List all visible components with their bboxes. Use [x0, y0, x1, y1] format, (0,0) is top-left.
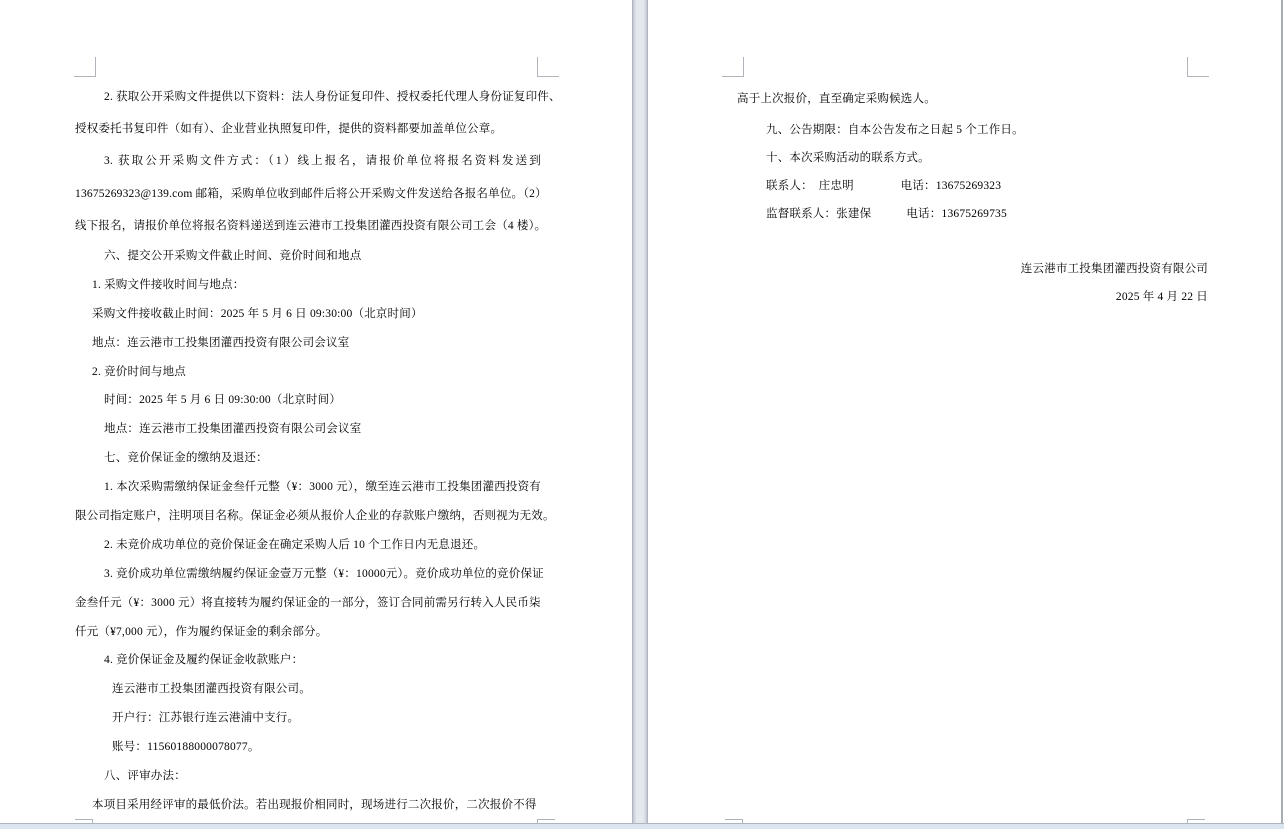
- text-line: 高于上次报价，直至确定采购候选人。: [737, 93, 936, 105]
- text-line: 3. 竞价成功单位需缴纳履约保证金壹万元整（¥：10000元）。竞价成功单位的竞价保证: [104, 567, 544, 580]
- page-gap: [632, 0, 648, 829]
- page-edge-line: [1281, 0, 1283, 829]
- text-line: 连云港市工投集团灌西投资有限公司。: [112, 683, 311, 696]
- text-line: 仟元（¥7,000 元），作为履约保证金的剩余部分。: [75, 625, 328, 638]
- text-line: 六、提交公开采购文件截止时间、竞价时间和地点: [104, 249, 362, 262]
- text-line: 联系人： 庄忠明 电话：13675269323: [766, 180, 1002, 192]
- text-line: 账号：11560188000078077。: [112, 741, 260, 754]
- text-line: 连云港市工投集团灌西投资有限公司: [1020, 263, 1208, 275]
- text-line: 4. 竞价保证金及履约保证金收款账户：: [104, 654, 304, 667]
- text-line: 限公司指定账户，注明项目名称。保证金必须从报价人企业的存款账户缴纳，否则视为无效。: [75, 509, 555, 522]
- text-line: 2. 竞价时间与地点: [92, 365, 186, 378]
- text-line: 九、公告期限：自本公告发布之日起 5 个工作日。: [766, 124, 1024, 136]
- crop-mark-top-right-icon: [1187, 57, 1209, 77]
- page-2-text: [737, 82, 1208, 311]
- page-1-text: [75, 81, 561, 820]
- text-line: 1. 本次采购需缴纳保证金叁仟元整（¥：3000 元），缴至连云港市工投集团灌西投资有: [104, 481, 541, 494]
- text-line: 时间：2025 年 5 月 6 日 09:30:00（北京时间）: [104, 394, 342, 407]
- text-line: 3. 获取公开采购文件方式：（1）线上报名，请报价单位将报名资料发送到: [104, 155, 541, 168]
- text-line: 本项目采用经评审的最低价法。若出现报价相同时，现场进行二次报价，二次报价不得: [92, 798, 537, 811]
- text-line: 地点：连云港市工投集团灌西投资有限公司会议室: [104, 423, 362, 436]
- text-line: 八、评审办法：: [104, 769, 186, 782]
- text-line: 金叁仟元（¥：3000 元）将直接转为履约保证金的一部分，签订合同前需另行转入人民币柒: [75, 596, 541, 609]
- horizontal-scrollbar-track[interactable]: [0, 823, 1284, 829]
- text-line: 线下报名，请报价单位将报名资料递送到连云港市工投集团灌西投资有限公司工会（4 楼）。: [75, 219, 547, 232]
- text-line: 1. 采购文件接收时间与地点：: [92, 278, 245, 291]
- text-line: 十、本次采购活动的联系方式。: [766, 152, 930, 164]
- text-line: 2025 年 4 月 22 日: [1115, 291, 1208, 303]
- crop-mark-top-right-icon: [537, 57, 559, 77]
- text-line: 监督联系人：张建保 电话：13675269735: [766, 208, 1007, 220]
- text-line: 采购文件接收截止时间：2025 年 5 月 6 日 09:30:00（北京时间）: [92, 307, 423, 320]
- page-1: [0, 0, 632, 829]
- text-line: 七、竞价保证金的缴纳及退还：: [104, 452, 268, 465]
- page-2: [648, 0, 1281, 829]
- text-line: 授权委托书复印件（如有）、企业营业执照复印件，提供的资料都要加盖单位公章。: [75, 123, 503, 136]
- text-line: 2. 未竞价成功单位的竞价保证金在确定采购人后 10 个工作日内无息退还。: [104, 538, 486, 551]
- crop-mark-top-left-icon: [722, 57, 744, 77]
- text-line: 2. 获取公开采购文件提供以下资料：法人身份证复印件、授权委托代理人身份证复印件、: [104, 91, 561, 103]
- text-line: 13675269323@139.com 邮箱，采购单位收到邮件后将公开采购文件发送给各报名单位。（2）: [75, 187, 547, 200]
- crop-mark-top-left-icon: [74, 57, 96, 77]
- text-line: 开户行：江苏银行连云港浦中支行。: [112, 712, 300, 725]
- text-line: 地点：连云港市工投集团灌西投资有限公司会议室: [92, 336, 350, 349]
